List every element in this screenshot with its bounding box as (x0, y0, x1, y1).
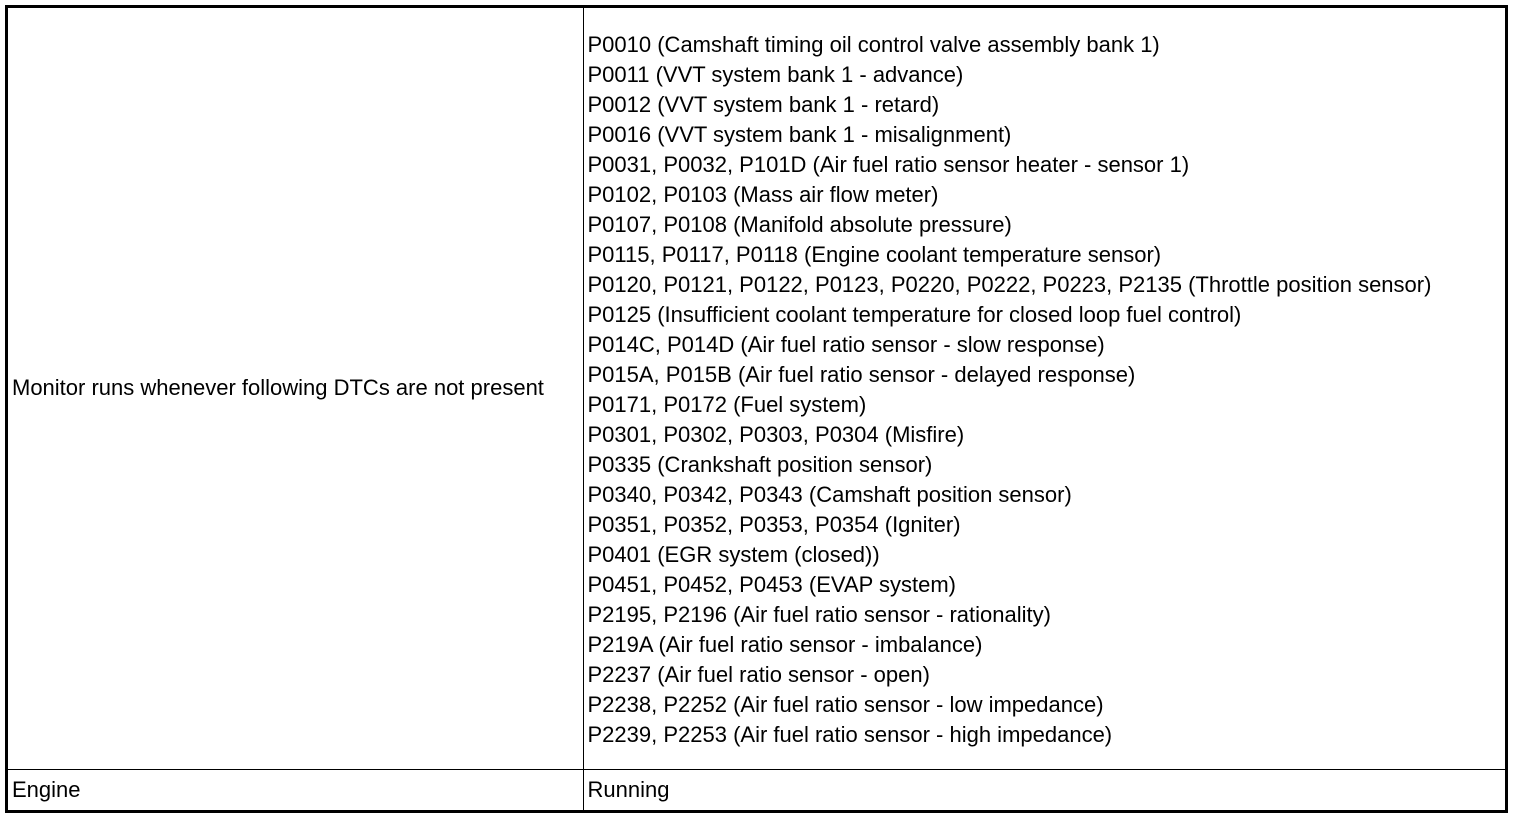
dtc-list-cell (583, 8, 1505, 769)
dtc-item: P0171, P0172 (Fuel system) (587, 391, 867, 417)
conditions-table-grid (8, 8, 1505, 810)
dtc-item: P2238, P2252 (Air fuel ratio sensor - low impedance) (587, 691, 1104, 717)
dtc-item: P014C, P014D (Air fuel ratio sensor - slow response) (587, 331, 1105, 357)
dtc-item: P0031, P0032, P101D (Air fuel ratio sensor heater - sensor 1) (587, 151, 1190, 177)
row-value-cell: Running (583, 769, 1505, 810)
dtc-item: P0107, P0108 (Manifold absolute pressure) (587, 211, 1012, 237)
dtc-item: P0401 (EGR system (closed)) (587, 541, 880, 567)
dtc-item: P0120, P0121, P0122, P0123, P0220, P0222, P0223, P2135 (Throttle position sensor) (587, 271, 1432, 297)
dtc-item: P0351, P0352, P0353, P0354 (Igniter) (587, 511, 961, 537)
dtc-item: P2239, P2253 (Air fuel ratio sensor - high impedance) (587, 721, 1113, 747)
dtc-item: P2195, P2196 (Air fuel ratio sensor - rationality) (587, 601, 1051, 627)
dtc-item: P0301, P0302, P0303, P0304 (Misfire) (587, 421, 965, 447)
table-row (8, 769, 1505, 810)
dtc-item: P015A, P015B (Air fuel ratio sensor - delayed response) (587, 361, 1136, 387)
conditions-table (5, 5, 1508, 813)
row-label-cell: Engine (8, 769, 583, 810)
dtc-item: P219A (Air fuel ratio sensor - imbalance) (587, 631, 983, 657)
dtc-item: P0011 (VVT system bank 1 - advance) (587, 61, 964, 87)
dtc-item: P2237 (Air fuel ratio sensor - open) (587, 661, 930, 687)
dtc-list (588, 23, 1502, 754)
dtc-item: P0016 (VVT system bank 1 - misalignment) (587, 121, 1012, 147)
dtc-item: P0451, P0452, P0453 (EVAP system) (587, 571, 957, 597)
dtc-item: P0010 (Camshaft timing oil control valve assembly bank 1) (587, 31, 1160, 57)
dtc-item: P0102, P0103 (Mass air flow meter) (587, 181, 939, 207)
table-row (8, 8, 1505, 769)
row-label-cell: Monitor runs whenever following DTCs are not present (8, 8, 583, 769)
dtc-item: P0125 (Insufficient coolant temperature for closed loop fuel control) (587, 301, 1242, 327)
dtc-item: P0335 (Crankshaft position sensor) (587, 451, 933, 477)
dtc-item: P0012 (VVT system bank 1 - retard) (587, 91, 940, 117)
dtc-item: P0340, P0342, P0343 (Camshaft position sensor) (587, 481, 1072, 507)
dtc-item: P0115, P0117, P0118 (Engine coolant temperature sensor) (587, 241, 1162, 267)
